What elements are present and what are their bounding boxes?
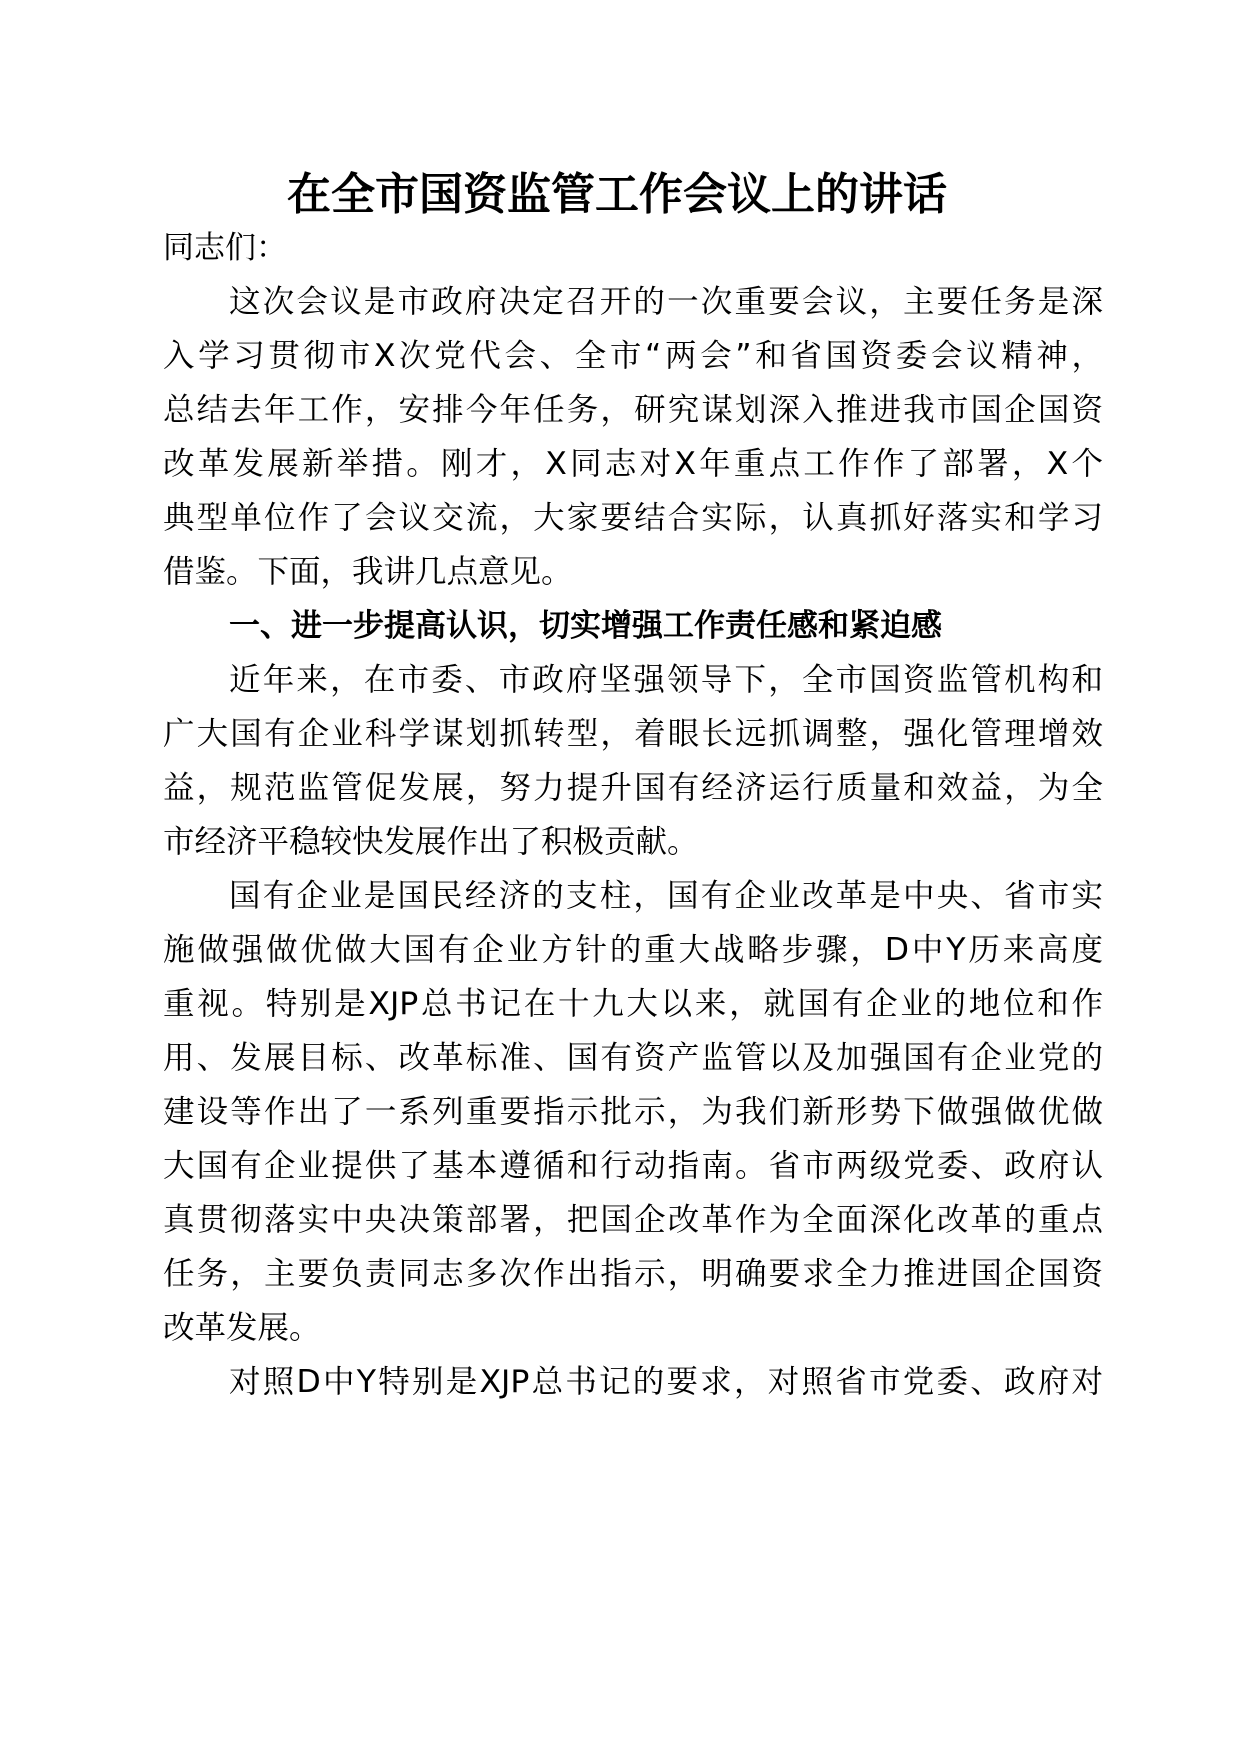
paragraph-1-line-6: 借鉴。下面，我讲几点意见。 bbox=[163, 554, 573, 590]
paragraph-3-line-6: 大国有企业提供了基本遵循和行动指南。省市两级党委、政府认 bbox=[163, 1148, 1103, 1184]
paragraph-1-line-5: 典型单位作了会议交流，大家要结合实际，认真抓好落实和学习 bbox=[163, 500, 1103, 536]
paragraph-3-line-7: 真贯彻落实中央决策部署，把国企改革作为全面深化改革的重点 bbox=[163, 1202, 1103, 1238]
paragraph-1-line-2: 入学习贯彻市X次党代会、全市“两会”和省国资委会议精神， bbox=[163, 338, 1103, 374]
paragraph-1-line-1: 这次会议是市政府决定召开的一次重要会议，主要任务是深 bbox=[229, 284, 1103, 320]
salutation: 同志们： bbox=[163, 230, 287, 266]
paragraph-3-line-2: 施做强做优做大国有企业方针的重大战略步骤，D中Y历来高度 bbox=[163, 932, 1103, 968]
paragraph-2-line-4: 市经济平稳较快发展作出了积极贡献。 bbox=[163, 824, 699, 860]
document-title: 在全市国资监管工作会议上的讲话 bbox=[287, 169, 947, 220]
paragraph-2-line-3: 益，规范监管促发展，努力提升国有经济运行质量和效益，为全 bbox=[163, 770, 1103, 806]
paragraph-2-line-2: 广大国有企业科学谋划抓转型，着眼长远抓调整，强化管理增效 bbox=[163, 716, 1103, 752]
paragraph-3-line-5: 建设等作出了一系列重要指示批示，为我们新形势下做强做优做 bbox=[163, 1094, 1103, 1130]
section-1-heading: 一、进一步提高认识，切实增强工作责任感和紧迫感 bbox=[229, 608, 942, 644]
paragraph-3-line-4: 用、发展目标、改革标准、国有资产监管以及加强国有企业党的 bbox=[163, 1040, 1103, 1076]
paragraph-1-line-3: 总结去年工作，安排今年任务，研究谋划深入推进我市国企国资 bbox=[163, 392, 1103, 428]
paragraph-1-line-4: 改革发展新举措。刚才，X同志对X年重点工作作了部署，X个 bbox=[163, 446, 1103, 482]
paragraph-3-line-3: 重视。特别是XJP总书记在十九大以来，就国有企业的地位和作 bbox=[163, 986, 1103, 1022]
paragraph-4-line-1: 对照D中Y特别是XJP总书记的要求，对照省市党委、政府对 bbox=[229, 1364, 1103, 1400]
paragraph-3-line-9: 改革发展。 bbox=[163, 1310, 321, 1346]
paragraph-2-line-1: 近年来，在市委、市政府坚强领导下，全市国资监管机构和 bbox=[229, 662, 1103, 698]
paragraph-3-line-1: 国有企业是国民经济的支柱，国有企业改革是中央、省市实 bbox=[229, 878, 1103, 914]
paragraph-3-line-8: 任务，主要负责同志多次作出指示，明确要求全力推进国企国资 bbox=[163, 1256, 1103, 1292]
